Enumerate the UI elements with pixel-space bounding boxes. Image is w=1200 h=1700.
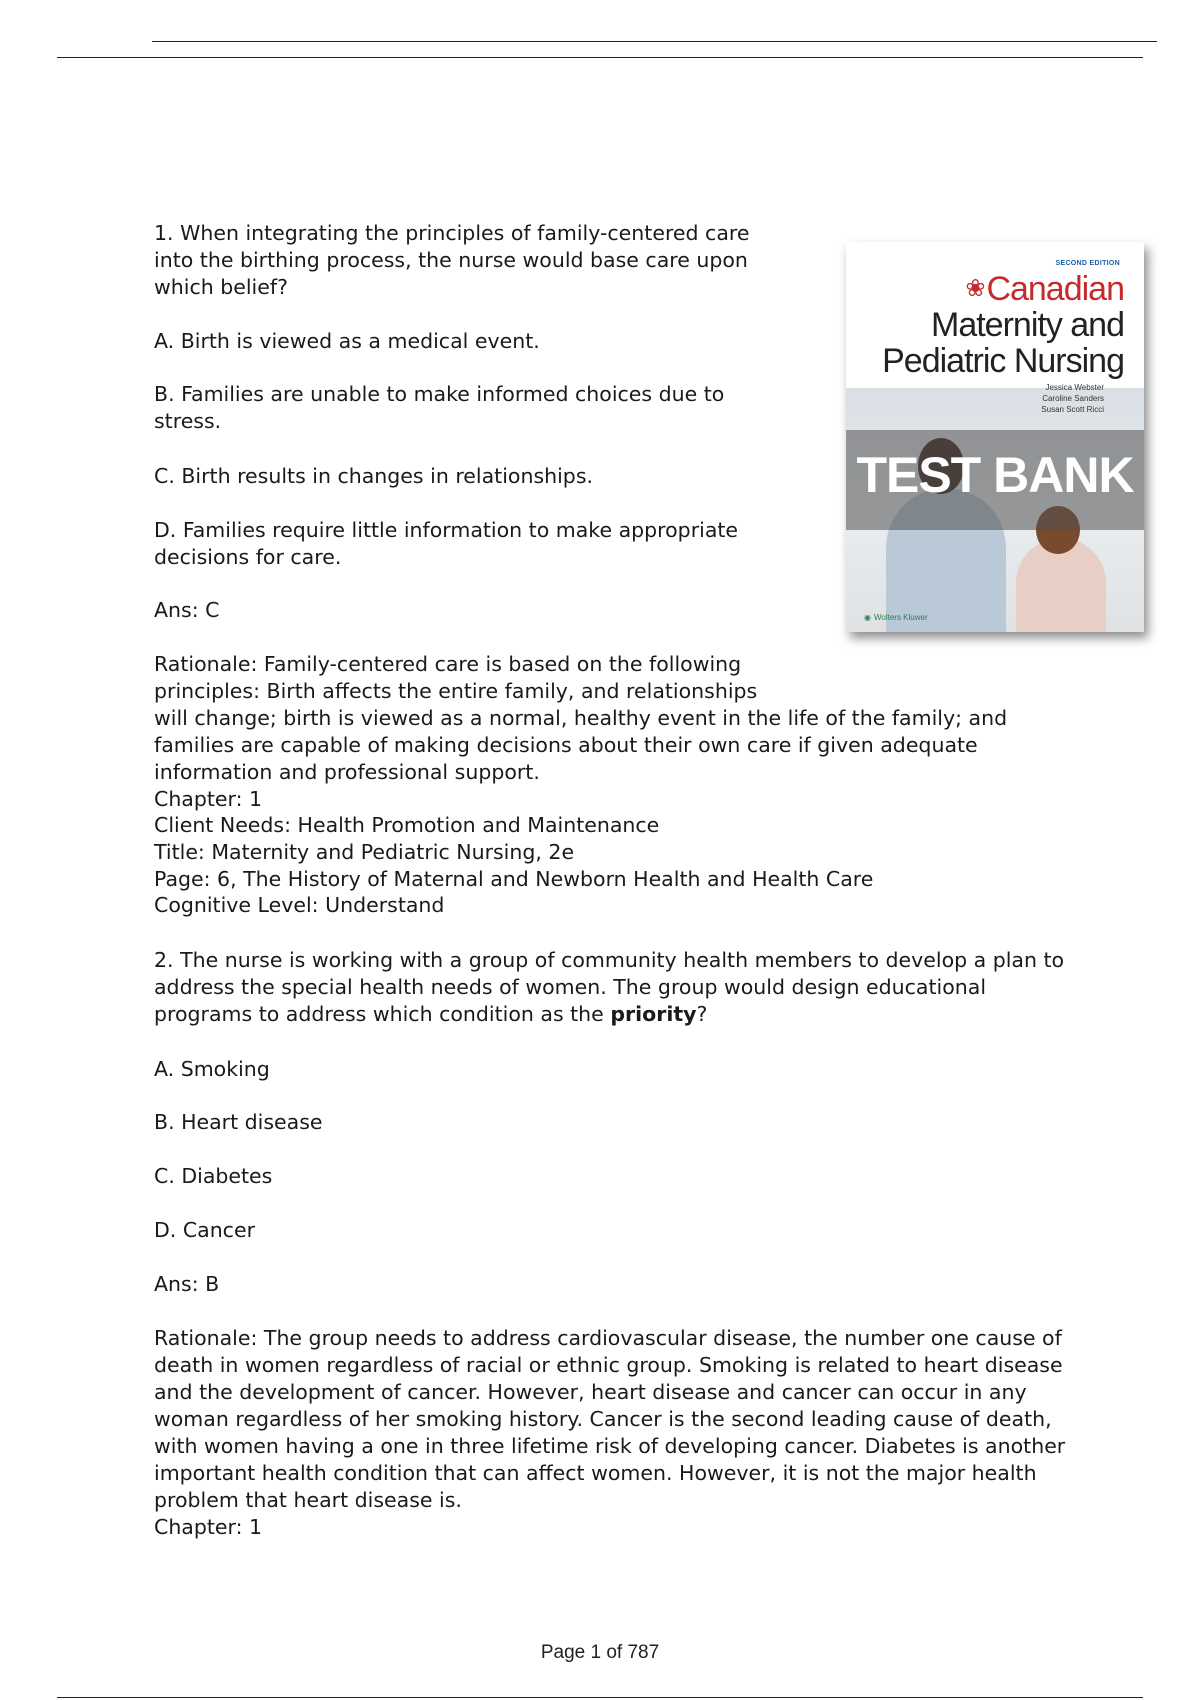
cover-photo bbox=[846, 388, 1144, 632]
question-1-chapter: Chapter: 1 bbox=[154, 787, 263, 811]
question-2-chapter: Chapter: 1 bbox=[154, 1515, 263, 1539]
question-2-option-d: D. Cancer bbox=[154, 1218, 255, 1242]
question-2-text bbox=[154, 947, 1154, 1028]
publisher-logo-icon: ◉ bbox=[864, 613, 871, 622]
question-1-option-a: A. Birth is viewed as a medical event. bbox=[154, 329, 540, 353]
cover-title-line-2: Maternity and bbox=[931, 306, 1124, 344]
question-1-option-b: B. Families are unable to make informed choices due to stress. bbox=[154, 382, 725, 433]
cover-title-line-3: Pediatric Nursing bbox=[882, 342, 1124, 380]
question-2-emphasis: priority bbox=[610, 1002, 697, 1026]
question-1-rationale: Rationale: Family-centered care is based on the following principles: Birth affects the entire family, and relationships will change; birth is viewed as a normal, healthy event in the life of the family; and families are capable of making decisions about their own care if given adequate information and professional support. bbox=[154, 652, 1008, 784]
question-1-option-c: C. Birth results in changes in relationships. bbox=[154, 464, 594, 488]
question-1-option-d: D. Families require little information to make appropriate decisions for care. bbox=[154, 518, 739, 569]
question-2-option-b: B. Heart disease bbox=[154, 1110, 323, 1134]
question-1-text: 1. When integrating the principles of family-centered care into the birthing process, the nurse would base care upon which belief? bbox=[154, 221, 750, 299]
question-2-option-c: C. Diabetes bbox=[154, 1164, 273, 1188]
question-2-option-a: A. Smoking bbox=[154, 1057, 270, 1081]
question-2-text-post: ? bbox=[696, 1002, 708, 1026]
footer-rule bbox=[57, 1697, 1143, 1698]
book-cover-image bbox=[846, 242, 1144, 632]
question-2-answer: Ans: B bbox=[154, 1272, 220, 1296]
question-1-answer: Ans: C bbox=[154, 598, 220, 622]
header-rule bbox=[152, 41, 1157, 42]
test-bank-band bbox=[846, 430, 1144, 530]
question-1-page: Page: 6, The History of Maternal and Newborn Health and Health Care bbox=[154, 867, 874, 891]
test-bank-overlay: TEST BANK bbox=[856, 447, 1134, 503]
question-1-title: Title: Maternity and Pediatric Nursing, 2e bbox=[154, 840, 575, 864]
cover-authors: Jessica Webster Caroline Sanders Susan Scott Ricci bbox=[1041, 383, 1104, 414]
question-2-text-pre: 2. The nurse is working with a group of community health members to develop a plan to address the special health needs of women. The group would design educational programs to address which condition as the bbox=[154, 948, 1065, 1026]
header-rule-secondary bbox=[57, 57, 1143, 58]
page-number: Page 1 of 787 bbox=[540, 1642, 660, 1663]
cover-edition: SECOND EDITION bbox=[1055, 260, 1120, 267]
maple-leaf-icon: ❀ bbox=[965, 275, 985, 302]
question-1-cognitive-level: Cognitive Level: Understand bbox=[154, 893, 445, 917]
cover-publisher: ◉ Wolters Kluwer bbox=[864, 613, 928, 622]
question-2-rationale: Rationale: The group needs to address cardiovascular disease, the number one cause of death in women regardless of racial or ethnic group. Smoking is related to heart disease and the development of cancer. However, heart disease and cancer can occur in any woman regardless of her smoking history. Cancer is the second leading cause of death, with women having a one in three lifetime risk of developing cancer. Diabetes is another important health condition that can affect women. However, it is not the major health problem that heart disease is. bbox=[154, 1326, 1066, 1512]
question-1-client-needs: Client Needs: Health Promotion and Maintenance bbox=[154, 813, 660, 837]
cover-title-line-1: ❀Canadian bbox=[965, 270, 1124, 308]
